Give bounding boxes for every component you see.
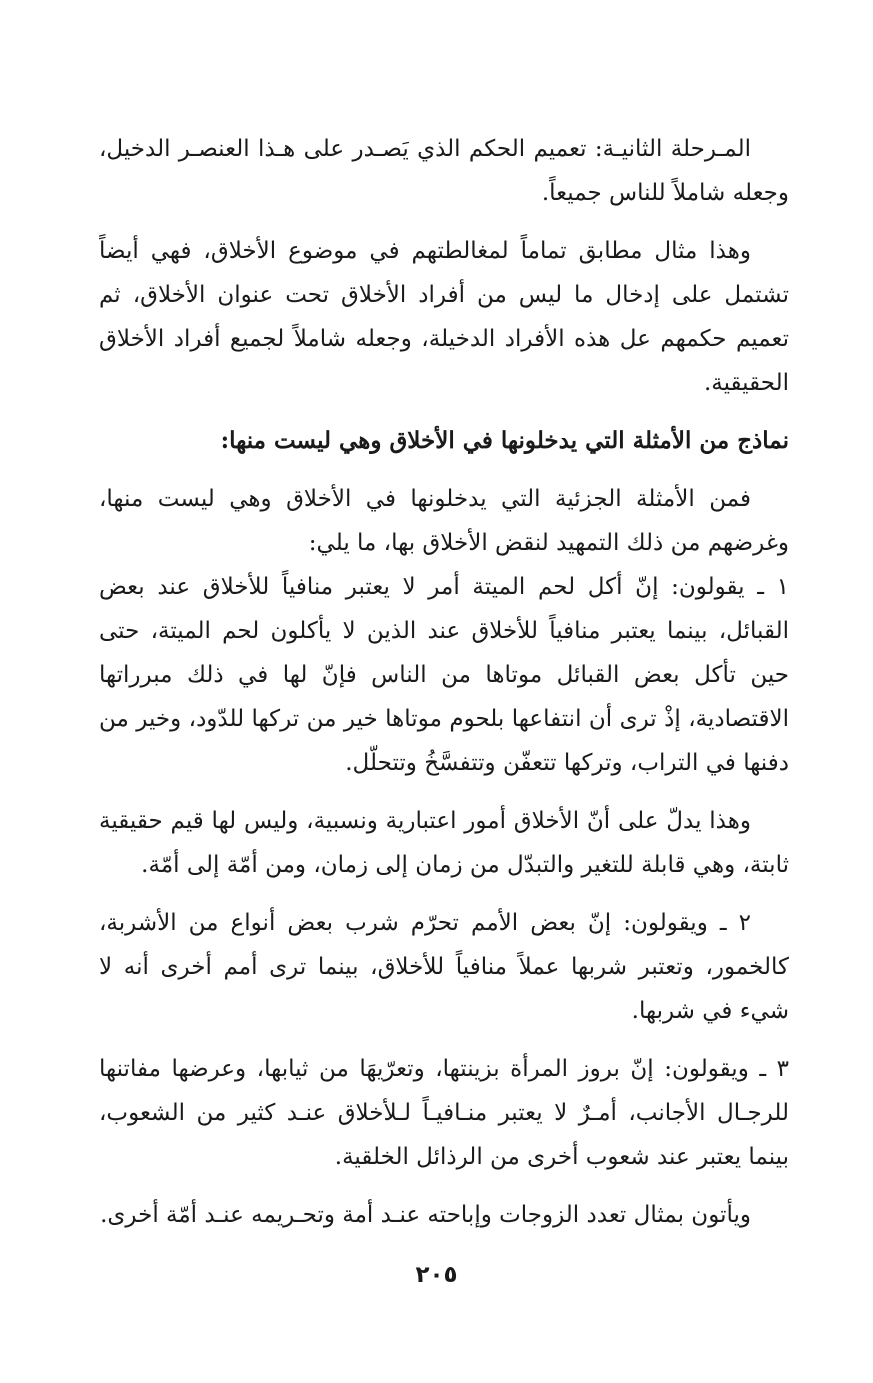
- paragraph-ethics-example: وهذا مثال مطابق تماماً لمغالطتهم في موضوع الأخلاق، فهي أيضاً تشتمل على إدخال ما ليس من أفراد الأخلاق تحت عنوان الأخلاق، ثم تعميم حكمهم عل هذه الأفراد الدخيلة، وجعله شاملاً لجميع أفراد الأخلاق الحقيقية.: [99, 238, 789, 396]
- page-number: ٢٠٥: [415, 1262, 458, 1288]
- body-text: [99, 127, 789, 1251]
- paragraph-intro-examples: فمن الأمثلة الجزئية التي يدخلونها في الأخلاق وهي ليست منها، وغرضهم من ذلك التمهيد لنقض الأخلاق بها، ما يلي:: [99, 486, 789, 556]
- paragraph-example-one: ١ ـ يقولون: إنّ أكل لحم الميتة أمر لا يعتبر منافياً للأخلاق عند بعض القبائل، بينما يعتبر منافياً للأخلاق عند الذين لا يأكلون لحم الميتة، حتى حين تأكل بعض القبائل موتاها من الناس فإنّ لها في ذلك مبرراتها الاقتصادية، إذْ ترى أن انتفاعها بلحوم موتاها خير من تركها للدّود، وخير من دفنها في التراب، وتركها تتعفّن وتتفسَّخُ وتتحلّل.: [99, 574, 790, 776]
- paragraph-relativity-claim: وهذا يدلّ على أنّ الأخلاق أمور اعتبارية ونسبية، وليس لها قيم حقيقية ثابتة، وهي قابلة للتغير والتبدّل من زمان إلى زمان، ومن أمّة إلى أمّة.: [99, 808, 789, 878]
- paragraph-stage-two: المـرحلة الثانيـة: تعميم الحكم الذي يَصـدر على هـذا العنصـر الدخيل، وجعله شاملاً للناس جميعاً.: [99, 136, 789, 206]
- paragraph-example-two: ٢ ـ ويقولون: إنّ بعض الأمم تحرّم شرب بعض أنواع من الأشربة، كالخمور، وتعتبر شربها عملاً منافياً للأخلاق، بينما ترى أمم أخرى أنه لا شيء في شربها.: [99, 910, 789, 1024]
- section-heading: نماذج من الأمثلة التي يدخلونها في الأخلاق وهي ليست منها:: [220, 427, 789, 454]
- paragraph-example-three: ٣ ـ ويقولون: إنّ بروز المرأة بزينتها، وتعرّيهَا من ثيابها، وعرضها مفاتنها للرجـال الأجانب، أمـرٌ لا يعتبر منـافيـاً لـلأخلاق عنـد كثير من الشعوب، بينما يعتبر عند شعوب أخرى من الرذائل الخلقية.: [99, 1056, 789, 1170]
- paragraph-polygamy-example: ويأتون بمثال تعدد الزوجات وإباحته عنـد أمة وتحـريمه عنـد أمّة أخرى.: [100, 1202, 751, 1228]
